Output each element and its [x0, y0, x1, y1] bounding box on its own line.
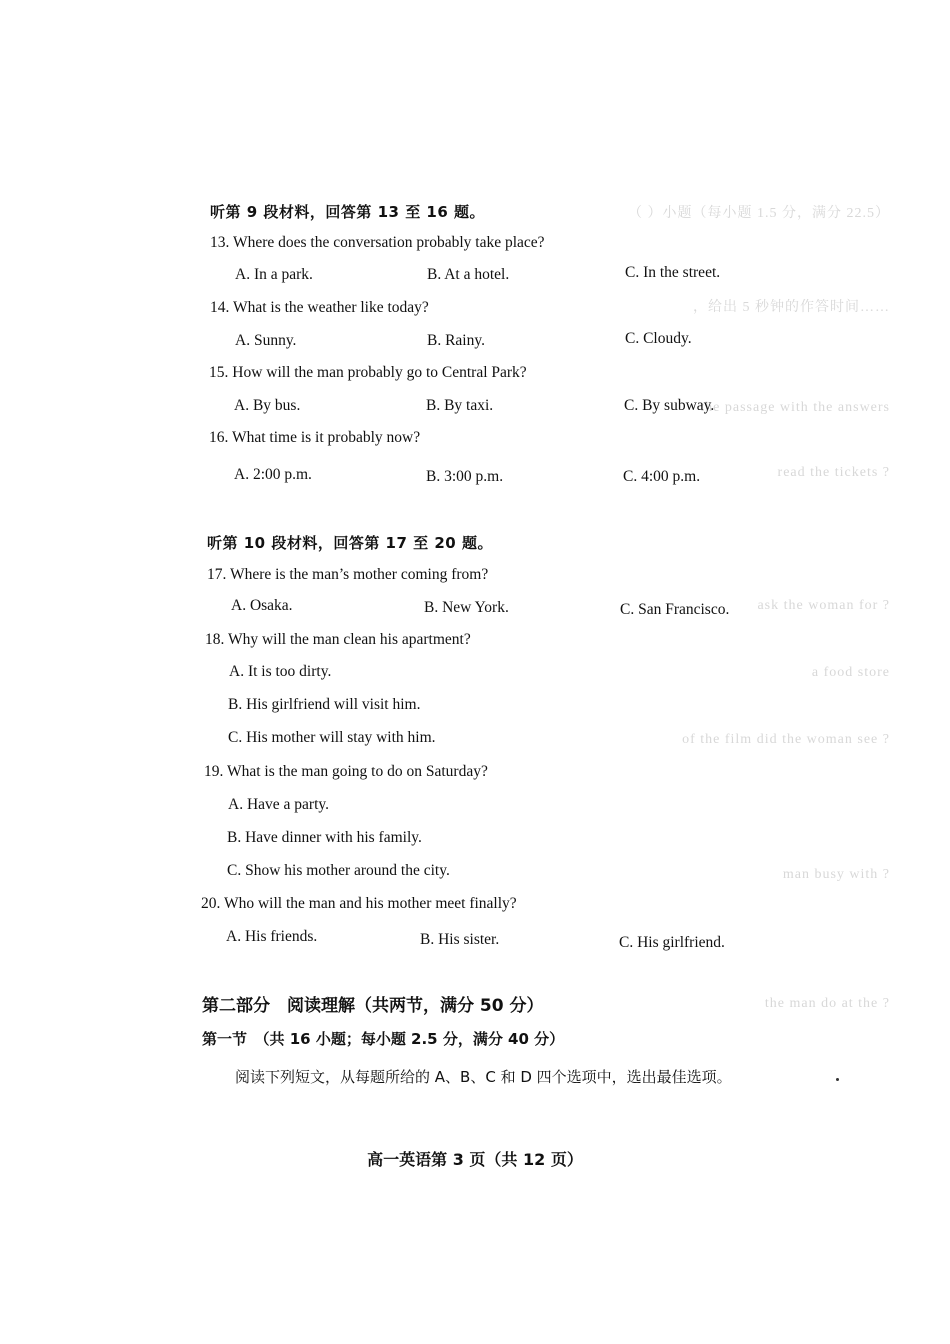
- q20-option-b: B. His sister.: [420, 931, 500, 948]
- section-heading: 听第 9 段材料，回答第 13 至 16 题。: [210, 203, 486, 221]
- scan-speck: [836, 1078, 839, 1081]
- q15-option-b: B. By taxi.: [426, 397, 494, 414]
- q18-option-b: B. His girlfriend will visit him.: [228, 696, 421, 713]
- q16-option-b: B. 3:00 p.m.: [426, 468, 504, 485]
- q15-option-a: A. By bus.: [234, 397, 301, 414]
- q17-option-c: C. San Francisco.: [620, 601, 730, 618]
- question-14: 14. What is the weather like today?: [210, 299, 429, 316]
- reading-instruction: 阅读下列短文，从每题所给的 A、B、C 和 D 四个选项中，选出最佳选项。: [235, 1068, 732, 1086]
- bleed-through-text: read the tickets ?: [777, 465, 890, 480]
- question-16: 16. What time is it probably now?: [209, 429, 421, 446]
- q18-option-a: A. It is too dirty.: [229, 663, 332, 680]
- question-20: 20. Who will the man and his mother meet finally?: [201, 895, 517, 912]
- question-17: 17. Where is the man’s mother coming from?: [207, 566, 489, 583]
- bleed-through-text: the man do at the ?: [764, 996, 890, 1011]
- q19-option-c: C. Show his mother around the city.: [227, 862, 450, 879]
- page-footer: 高一英语第 3 页（共 12 页）: [367, 1150, 583, 1169]
- section-heading: 听第 10 段材料，回答第 17 至 20 题。: [207, 534, 493, 552]
- q16-option-a: A. 2:00 p.m.: [234, 466, 312, 483]
- q13-option-c: C. In the street.: [625, 264, 721, 281]
- q19-option-b: B. Have dinner with his family.: [227, 829, 422, 846]
- q14-option-c: C. Cloudy.: [625, 330, 692, 347]
- part-two-title: 第二部分 阅读理解（共两节，满分 50 分）: [202, 996, 544, 1016]
- question-19: 19. What is the man going to do on Saturday?: [204, 763, 488, 780]
- bleed-through-text: （ ）小题（每小题 1.5 分，满分 22.5）: [628, 206, 890, 221]
- bleed-through-text: the passage with the answers: [700, 400, 890, 415]
- q20-option-a: A. His friends.: [226, 928, 318, 945]
- q13-option-b: B. At a hotel.: [427, 266, 510, 283]
- question-18: 18. Why will the man clean his apartment?: [205, 631, 471, 648]
- q17-option-a: A. Osaka.: [231, 597, 293, 614]
- q17-option-b: B. New York.: [424, 599, 509, 616]
- bleed-through-text: of the film did the woman see ?: [682, 732, 890, 747]
- bleed-through-text: a food store: [811, 665, 890, 680]
- q20-option-c: C. His girlfriend.: [619, 934, 725, 951]
- bleed-through-text: ，给出 5 秒钟的作答时间……: [693, 300, 890, 315]
- question-15: 15. How will the man probably go to Central Park?: [209, 364, 527, 381]
- q14-option-a: A. Sunny.: [235, 332, 297, 349]
- q14-option-b: B. Rainy.: [427, 332, 485, 349]
- bleed-through-text: ask the woman for ?: [757, 598, 890, 613]
- q19-option-a: A. Have a party.: [228, 796, 329, 813]
- bleed-through-text: man busy with ?: [782, 867, 890, 882]
- question-13: 13. Where does the conversation probably take place?: [210, 234, 545, 251]
- q16-option-c: C. 4:00 p.m.: [623, 468, 701, 485]
- section-one-title: 第一节 （共 16 小题；每小题 2.5 分，满分 40 分）: [202, 1030, 565, 1048]
- q15-option-c: C. By subway.: [624, 397, 715, 414]
- q13-option-a: A. In a park.: [235, 266, 313, 283]
- q18-option-c: C. His mother will stay with him.: [228, 729, 436, 746]
